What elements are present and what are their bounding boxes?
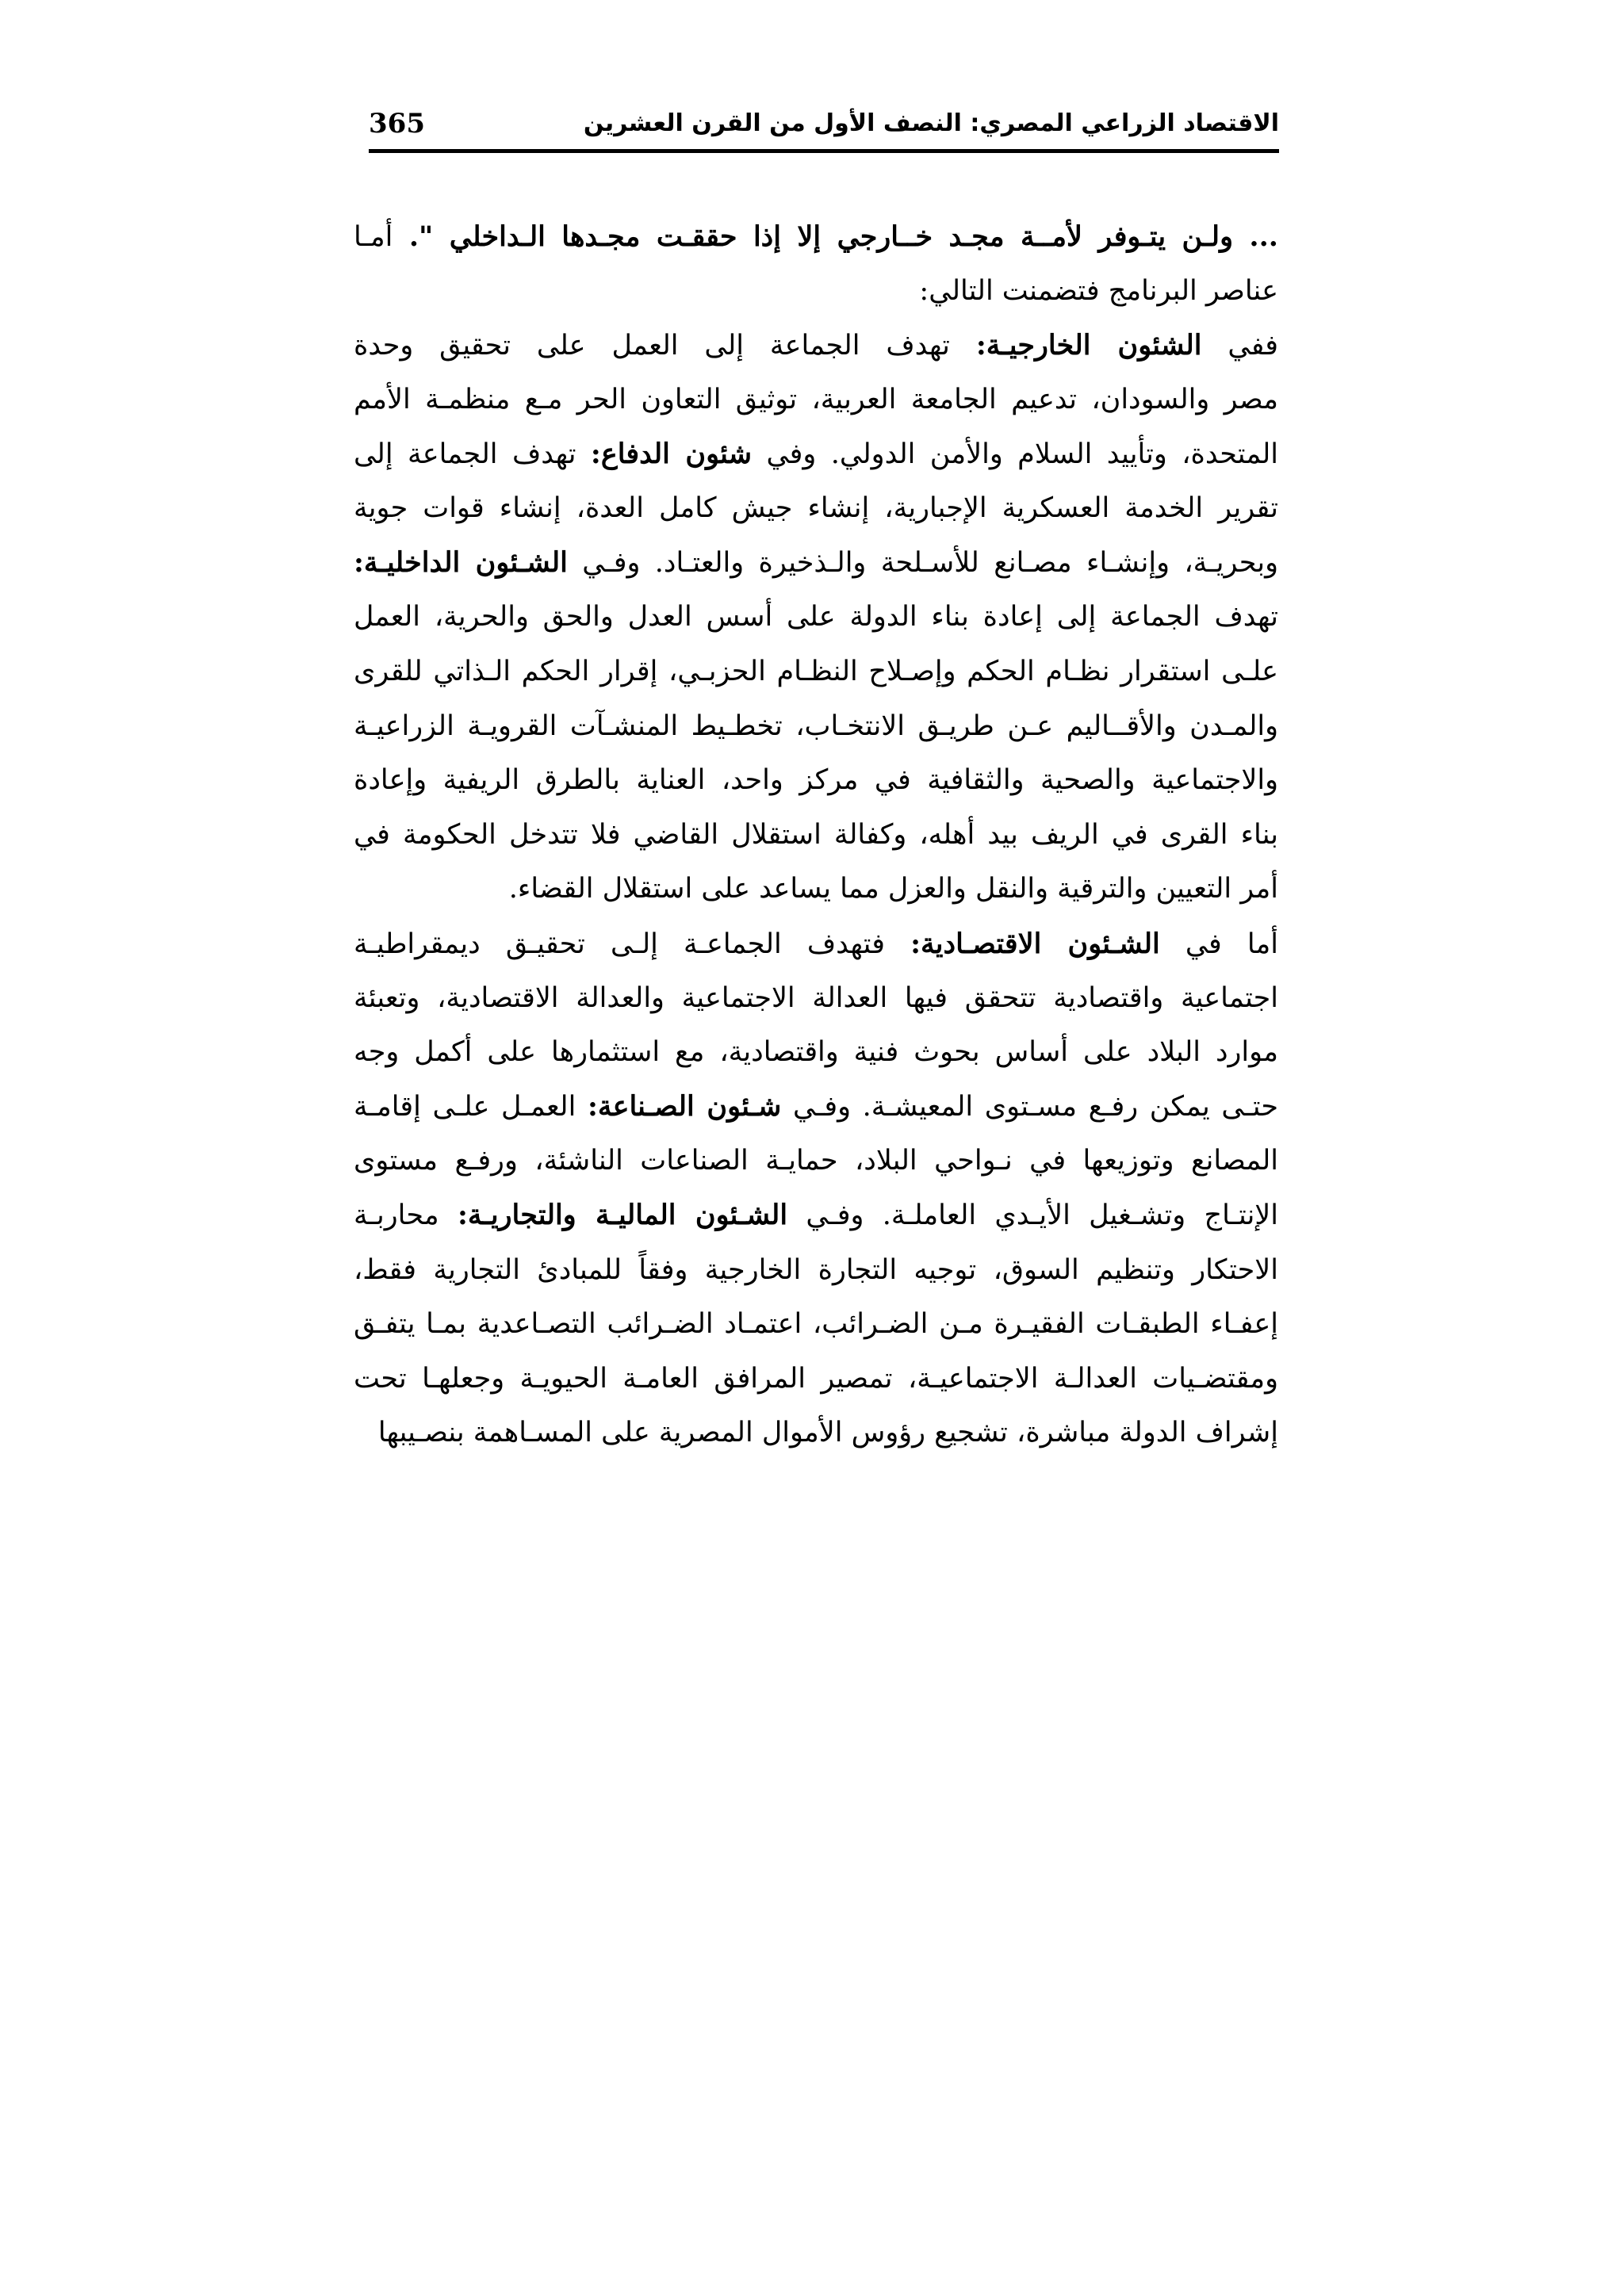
text-line-content — [354, 656, 1278, 687]
text-run: أمر التعيين والترقية والنقل والعزل مما يساعد على استقلال القضاء. — [508, 873, 1278, 905]
text-line-content — [354, 438, 1278, 470]
text-run: الإنتـاج وتشـغيل الأيـدي العاملـة. وفـي — [787, 1200, 1278, 1232]
text-line — [354, 916, 1278, 971]
text-line-content — [354, 1363, 1278, 1395]
text-line — [354, 1025, 1278, 1080]
text-line-content — [354, 928, 1278, 960]
text-line — [354, 590, 1278, 645]
text-run: أما في — [1159, 928, 1278, 960]
bold-run: الشـئون الماليـة والتجاريـة: — [457, 1199, 788, 1232]
text-run: تهدف الجماعة إلى إعادة بناء الدولة على أسس العدل والحق والحرية، العمل — [354, 601, 1278, 633]
text-run: محاربـة — [354, 1200, 458, 1232]
text-run: العمـل علـى إقامـة — [354, 1091, 588, 1123]
text-run: المتحدة، وتأييد السلام والأمن الدولي. وفي — [752, 438, 1278, 471]
bold-run: ... ولـن يتـوفر لأمــة مجـد خــارجي إلا إذا حققـت مجـدها الـداخلي ". — [393, 220, 1278, 253]
text-run: اجتماعية واقتصادية تتحقق فيها العدالة الاجتماعية والعدالة الاقتصادية، وتعبئة — [354, 982, 1278, 1014]
text-run: والمـدن والأقــاليم عـن طريـق الانتخـاب، تخطـيط المنشـآت القرويـة الزراعيـة — [354, 710, 1278, 742]
text-line — [354, 970, 1278, 1025]
text-run: الاحتكار وتنظيم السوق، توجيه التجارة الخارجية وفقاً للمبادئ التجارية فقط، — [354, 1253, 1278, 1286]
text-run: فتهدف الجماعـة إلـى تحقيـق ديمقراطيـة — [354, 928, 911, 960]
text-line-content — [354, 275, 1278, 307]
text-line-content — [354, 492, 1278, 524]
text-line-content — [354, 1145, 1278, 1177]
text-line — [354, 1351, 1278, 1406]
text-line — [354, 318, 1278, 373]
text-run: موارد البلاد على أساس بحوث فنية واقتصادية، مع استثمارها على أكمل وجه — [354, 1036, 1278, 1069]
text-line — [354, 209, 1278, 264]
text-run: إعفـاء الطبقـات الفقيـرة مـن الضـرائب، اعتمـاد الضـرائب التصـاعدية بمـا يتفـق — [354, 1308, 1278, 1341]
text-line-content — [354, 601, 1278, 633]
bold-run: شئون الدفاع: — [590, 438, 753, 471]
text-line-content — [354, 1308, 1278, 1340]
text-line — [354, 753, 1278, 808]
text-line-content — [354, 1199, 1278, 1231]
text-line — [354, 1080, 1278, 1135]
text-line — [354, 1297, 1278, 1352]
text-line — [354, 1188, 1278, 1243]
text-run: مصر والسودان، تدعيم الجامعة العربية، توثيق التعاون الحر مـع منظمـة الأمم — [354, 384, 1278, 416]
text-line-content — [354, 710, 1278, 742]
text-line — [354, 698, 1278, 753]
text-line — [354, 373, 1278, 427]
text-line-content — [354, 1417, 1278, 1448]
text-line-content — [354, 764, 1278, 796]
text-run: أمـا — [354, 220, 393, 253]
text-line-content — [354, 1090, 1278, 1123]
text-run: إشراف الدولة مباشرة، تشجيع رؤوس الأموال المصرية على المسـاهمة بنصـيبها — [377, 1417, 1278, 1449]
text-run: علـى استقرار نظـام الحكم وإصـلاح النظـام الحزبـي، إقرار الحكم الـذاتي للقرى — [354, 656, 1278, 688]
text-line — [354, 1242, 1278, 1297]
text-run: ومقتضـيات العدالـة الاجتماعيـة، تمصير المرافق العامـة الحيويـة وجعلهـا تحت — [354, 1362, 1278, 1395]
text-line-content — [354, 329, 1278, 362]
text-run: ففي — [1201, 329, 1278, 362]
text-run: وبحريـة، وإنشـاء مصـانع للأسـلحة والـذخيرة والعتـاد. وفـي — [567, 547, 1278, 580]
text-run: حتـى يمكن رفـع مسـتوى المعيشـة. وفـي — [781, 1091, 1278, 1123]
bold-run: شـئون الصـناعة: — [587, 1090, 782, 1123]
text-line — [354, 264, 1278, 319]
text-line — [354, 808, 1278, 863]
text-line — [354, 645, 1278, 699]
bold-run: الشـئون الداخليـة: — [354, 546, 568, 580]
bold-run: الشـئون الاقتصـادية: — [910, 927, 1160, 960]
page-number: 365 — [369, 108, 425, 140]
text-run: تهدف الجماعة إلى — [354, 438, 591, 471]
text-run: عناصر البرنامج فتضمنت التالي: — [919, 274, 1278, 307]
text-line — [354, 427, 1278, 481]
text-line-content — [354, 546, 1278, 579]
bold-run: الشئون الخارجيـة: — [975, 328, 1202, 362]
text-run: المصانع وتوزيعها في نـواحي البلاد، حمايـة الصناعات الناشئة، ورفـع مستوى — [354, 1145, 1278, 1177]
text-run: تقرير الخدمة العسكرية الإجبارية، إنشاء جيش كامل العدة، إنشاء قوات جوية — [354, 492, 1278, 525]
text-line-content — [354, 982, 1278, 1014]
running-title: الاقتصاد الزراعي المصري: النصف الأول من القرن العشرين — [583, 109, 1279, 137]
text-run: بناء القرى في الريف بيد أهله، وكفالة استقلال القاضي فلا تتدخل الحكومة في — [354, 818, 1278, 851]
text-run: والاجتماعية والصحية والثقافية في مركز واحد، العناية بالطرق الريفية وإعادة — [354, 764, 1278, 797]
text-line-content — [354, 819, 1278, 851]
text-line — [354, 1134, 1278, 1188]
text-line-content — [354, 1254, 1278, 1286]
body-text — [354, 209, 1278, 1460]
text-line-content — [354, 220, 1278, 253]
running-header — [369, 101, 1279, 153]
text-line — [354, 536, 1278, 591]
text-line — [354, 862, 1278, 916]
text-line — [354, 1406, 1278, 1460]
text-line-content — [354, 873, 1278, 905]
text-line-content — [354, 1036, 1278, 1068]
text-line — [354, 481, 1278, 536]
text-line-content — [354, 384, 1278, 415]
text-run: تهدف الجماعة إلى العمل على تحقيق وحدة — [354, 329, 976, 362]
